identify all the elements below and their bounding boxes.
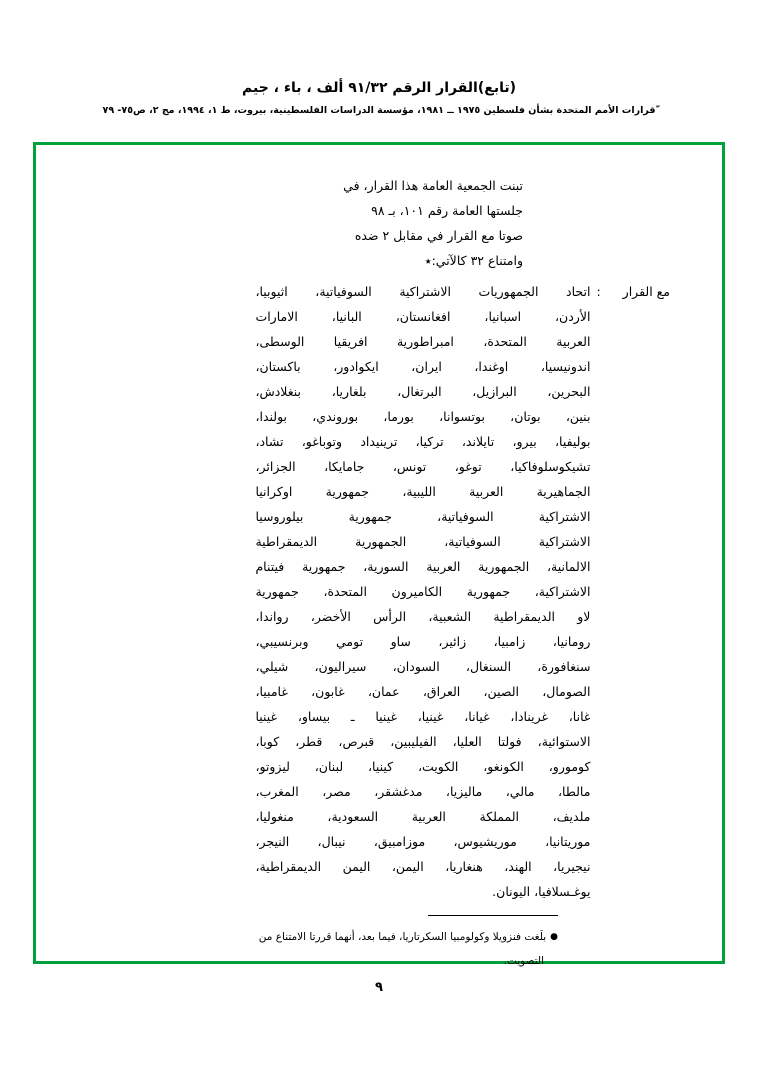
vote-colon: :: [596, 284, 601, 299]
page-title: (تابع)القرار الرقم ٩١/٣٢ ألف ، باء ، جيم: [242, 80, 516, 96]
intro-paragraph: [183, 173, 523, 273]
footnote-divider: [428, 915, 558, 916]
page-number: ٩: [375, 980, 383, 995]
country-list-line: الاشتراكية، جمهورية الكاميرون المتحدة، جمهورية: [255, 584, 591, 599]
footnote-text: بلَغت فنزويلا وكولومبيا السكرتاريا، فيما بعد، أنهما قررتا الامتناع من: [258, 931, 547, 943]
bullet-icon: ●: [550, 932, 558, 942]
country-list-line: الالمانية، الجمهورية العربية السورية، جمهورية فيتنام: [255, 559, 591, 574]
country-list-line: الاشتراكية السوفياتية، الجمهورية الديمقراطية: [255, 534, 591, 549]
intro-line: صوتا مع القرار في مقابل ٢ ضده: [354, 228, 523, 243]
country-list-line: رومانيا، زامبيا، زائير، ساو تومي وبرنسيبي،: [255, 634, 591, 649]
green-content-frame: [33, 142, 725, 967]
intro-line: تبنت الجمعية العامة هذا القرار، في: [343, 178, 523, 193]
country-list-line: ملديف، المملكة العربية السعودية، منغوليا،: [255, 809, 591, 824]
country-list-line: الاشتراكية السوفياتية، جمهورية بيلوروسيا: [255, 509, 591, 524]
footnote-text-continued: التصويت.: [503, 955, 544, 967]
footnote: [183, 925, 558, 973]
country-list-line: غانا، غرينادا، غيانا، غينيا، غينيا ـ بيساو، غينيا: [255, 709, 591, 724]
country-list-line: يوغـسلافيا، اليونان.: [492, 884, 591, 899]
footnote-line: [183, 925, 558, 949]
intro-line: وامتناع ٣٢ كالآتي:٭: [424, 253, 523, 268]
country-list-line: الصومال، الصين، العراق، عمان، غابون، غامبيا،: [255, 684, 591, 699]
country-list-line: الاستوائية، فولتا العليا، الفيليبين، قبرص، قطر، كوبا،: [255, 734, 591, 749]
country-list-line: اندونيسيا، اوغندا، ايران، ايكوادور، باكستان،: [255, 359, 591, 374]
country-list-line: العربية المتحدة، امبراطورية افريقيا الوسطى،: [255, 334, 591, 349]
country-list-line: تشيكوسلوفاكيا، توغو، تونس، جامايكا، الجزائر،: [255, 459, 591, 474]
country-list-line: كومورو، الكونغو، الكويت، كينيا، لبنان، ليزوتو،: [255, 759, 591, 774]
vote-label: مع القرار: [622, 284, 670, 299]
country-list: [255, 279, 590, 904]
country-list-line: بوليفيا، بيرو، تايلاند، تركيا، ترينيداد وتوباغو، تشاد،: [255, 434, 591, 449]
country-list-line: بنين، بوتان، بوتسوانا، بورما، بوروندي، بولندا،: [255, 409, 591, 424]
vote-section: [36, 279, 728, 904]
country-list-line: موريتانيا، موريشيوس، موزامبيق، نيبال، النيجر،: [255, 834, 591, 849]
country-list-line: سنغافورة، السنغال، السودان، سيراليون، شيلي،: [255, 659, 591, 674]
page-header: [0, 78, 758, 119]
country-list-line: مالطا، مالي، ماليزيا، مدغشقر، مصر، المغرب،: [255, 784, 591, 799]
country-list-line: اتحاد الجمهوريات الاشتراكية السوفياتية، اثيوبيا،: [255, 284, 591, 299]
country-list-line: نيجيريا، الهند، هنغاريا، اليمن، اليمن الديمقراطية،: [255, 859, 591, 874]
source-citation: ّقرارات الأمم المتحدة بشأن فلسطين ١٩٧٥ ــ ١٩٨١، مؤسسة الدراسات الفلسطينية، بيروت، ط ١، ١٩٩٤، مج ٢، ص٧٥- ٧٩: [102, 105, 656, 116]
document-body: [36, 173, 728, 967]
country-list-line: الجماهيرية العربية الليبية، جمهورية اوكرانيا: [255, 484, 591, 499]
intro-line: جلستها العامة رقم ١٠١، بـ ٩٨: [371, 203, 523, 218]
country-list-line: البحرين، البرازيل، البرتغال، بلغاريا، بنغلادش،: [255, 384, 591, 399]
country-list-line: الأردن، اسبانيا، افغانستان، البانيا، الامارات: [255, 309, 591, 324]
country-list-line: لاو الديمقراطية الشعبية، الرأس الأخضر، رواندا،: [255, 609, 591, 624]
